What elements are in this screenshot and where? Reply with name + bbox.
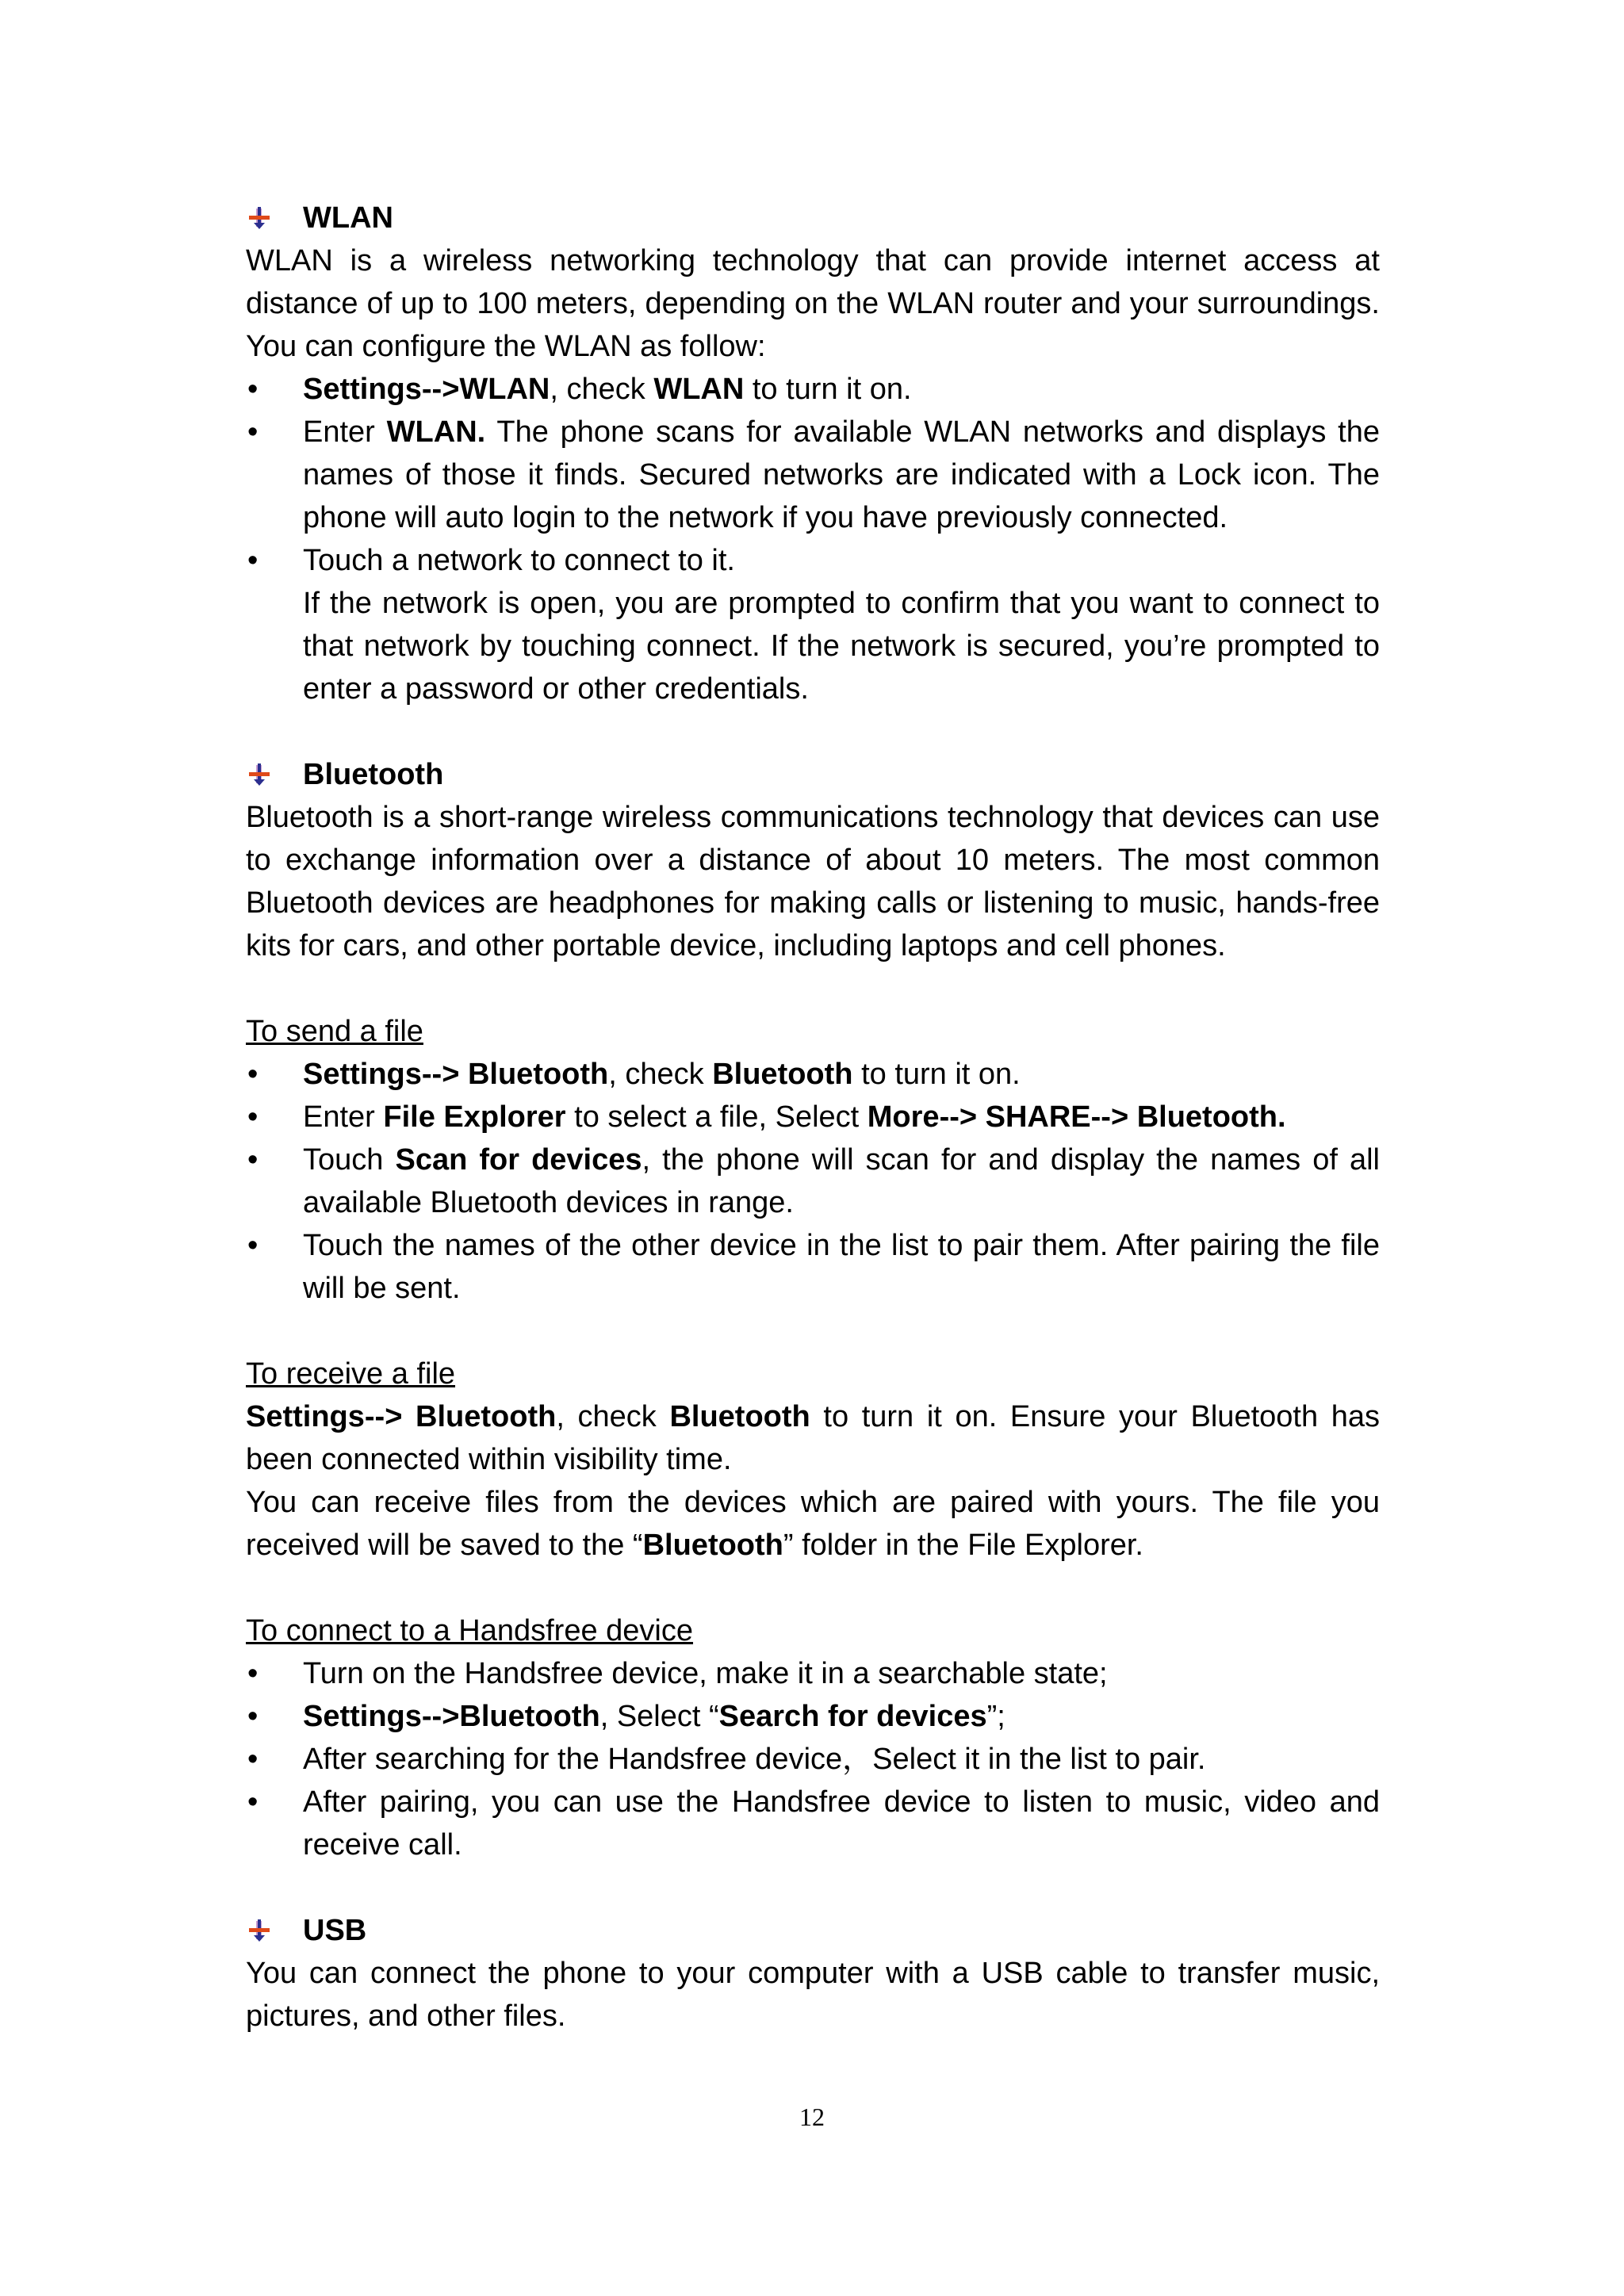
arrow-down-icon	[247, 763, 271, 786]
spacer	[246, 710, 1380, 753]
text: , Select “	[599, 1700, 719, 1733]
bold-text: WLAN	[653, 373, 745, 406]
bullet: •	[247, 1743, 259, 1776]
section-title: Bluetooth	[303, 758, 444, 791]
list-item	[246, 411, 1380, 539]
bullet: •	[247, 1143, 259, 1177]
bullet: •	[247, 1657, 259, 1690]
list-item	[246, 1096, 1380, 1138]
spacer	[246, 1567, 1380, 1609]
send-steps	[246, 1053, 1380, 1310]
page-number: 12	[799, 2103, 825, 2131]
text: Touch the names of the other device in the list to pair them. After pairing the file will be sent.	[303, 1229, 1380, 1305]
bullet: •	[247, 1785, 259, 1819]
bullet: •	[247, 1229, 259, 1262]
text: to select a file, Select	[565, 1100, 868, 1134]
text: After pairing, you can use the Handsfree device to listen to music, video and receive call.	[303, 1785, 1380, 1862]
spacer	[246, 1866, 1380, 1909]
document-page	[246, 197, 1380, 2038]
list-item	[246, 1781, 1380, 1866]
bullet: •	[247, 415, 259, 449]
list-item	[246, 1224, 1380, 1310]
section-heading-wlan	[246, 197, 1380, 239]
section-title: WLAN	[303, 201, 393, 235]
text: Touch	[303, 1143, 396, 1177]
list-item	[246, 1738, 1380, 1781]
bold-text: Settings--> Bluetooth	[246, 1400, 557, 1433]
bold-text: Settings-->Bluetooth	[303, 1700, 600, 1733]
bullet: •	[247, 544, 259, 577]
text: to turn it on.	[744, 373, 912, 406]
bold-text: Bluetooth	[642, 1529, 783, 1562]
text: Enter	[303, 415, 387, 449]
usb-intro: You can connect the phone to your computer with a USB cable to transfer music, pictures, and other files.	[246, 1957, 1380, 2033]
list-item	[246, 539, 1380, 582]
section-title: USB	[303, 1914, 367, 1947]
text: , the phone will scan for and display the names of all available Bluetooth devices in range.	[303, 1143, 1380, 1219]
text: Turn on the Handsfree device, make it in a searchable state;	[303, 1657, 1108, 1690]
bold-text: Settings-->WLAN	[303, 373, 550, 406]
text: You can receive files from the devices which are paired with yours. The file you received will be saved to the “	[246, 1486, 1380, 1562]
bold-text: WLAN.	[386, 415, 486, 449]
text: ”;	[986, 1700, 1005, 1733]
spacer	[246, 967, 1380, 1010]
bold-text: File Explorer	[383, 1100, 566, 1134]
receive-paragraph-1	[246, 1395, 1380, 1481]
text: , check	[608, 1058, 713, 1091]
bold-text: More--> SHARE--> Bluetooth.	[867, 1100, 1286, 1134]
text: , check	[556, 1400, 670, 1433]
text: to turn it on. Ensure your Bluetooth has been connected within visibility time.	[246, 1400, 1380, 1476]
wlan-connect-detail: If the network is open, you are prompted to confirm that you want to connect to that network by touching connect. If the network is secured, you’re prompted to enter a password or other credentials.	[303, 587, 1380, 706]
text: The phone scans for available WLAN networks and displays the names of those it finds. Secured networks are indicated with a Lock icon. The phone will auto login to the network if you have previously connected.	[303, 415, 1380, 534]
bullet: •	[247, 1058, 259, 1091]
text: Enter	[303, 1100, 384, 1134]
bullet: •	[247, 1700, 259, 1733]
bold-text: Search for devices	[718, 1700, 987, 1733]
text: ” folder in the File Explorer.	[783, 1529, 1143, 1562]
section-heading-bluetooth	[246, 753, 1380, 796]
list-item	[246, 1652, 1380, 1695]
handsfree-steps	[246, 1652, 1380, 1866]
wlan-steps	[246, 368, 1380, 582]
section-heading-usb	[246, 1909, 1380, 1952]
bold-text: Bluetooth	[712, 1058, 853, 1091]
text: , check	[550, 373, 654, 406]
bold-text: Scan for devices	[395, 1143, 642, 1177]
list-item	[246, 1695, 1380, 1738]
list-item	[246, 368, 1380, 411]
bullet: •	[247, 373, 259, 406]
arrow-down-icon	[247, 206, 271, 230]
spacer	[246, 1310, 1380, 1353]
receive-paragraph-2	[246, 1481, 1380, 1567]
wlan-intro: WLAN is a wireless networking technology that can provide internet access at distance of up to 100 meters, depending on the WLAN router and your surroundings. You can configure the WLAN as follow:	[246, 244, 1380, 363]
arrow-down-icon	[247, 1919, 271, 1942]
subsection-title-handsfree: To connect to a Handsfree device	[246, 1614, 694, 1647]
text: Touch a network to connect to it.	[303, 544, 735, 577]
list-item	[246, 1053, 1380, 1096]
bold-text: Settings--> Bluetooth	[303, 1058, 609, 1091]
text: After searching for the Handsfree device，Select it in the list to pair.	[303, 1743, 1206, 1776]
list-item	[246, 1138, 1380, 1224]
subsection-title-send: To send a file	[246, 1015, 423, 1048]
bullet: •	[247, 1100, 259, 1134]
bold-text: Bluetooth	[669, 1400, 810, 1433]
bluetooth-intro: Bluetooth is a short-range wireless communications technology that devices can use to exchange information over a distance of about 10 meters. The most common Bluetooth devices are headphones for making calls or listening to music, hands-free kits for cars, and other portable device, including laptops and cell phones.	[246, 801, 1380, 962]
text: to turn it on.	[852, 1058, 1021, 1091]
subsection-title-receive: To receive a file	[246, 1357, 456, 1391]
